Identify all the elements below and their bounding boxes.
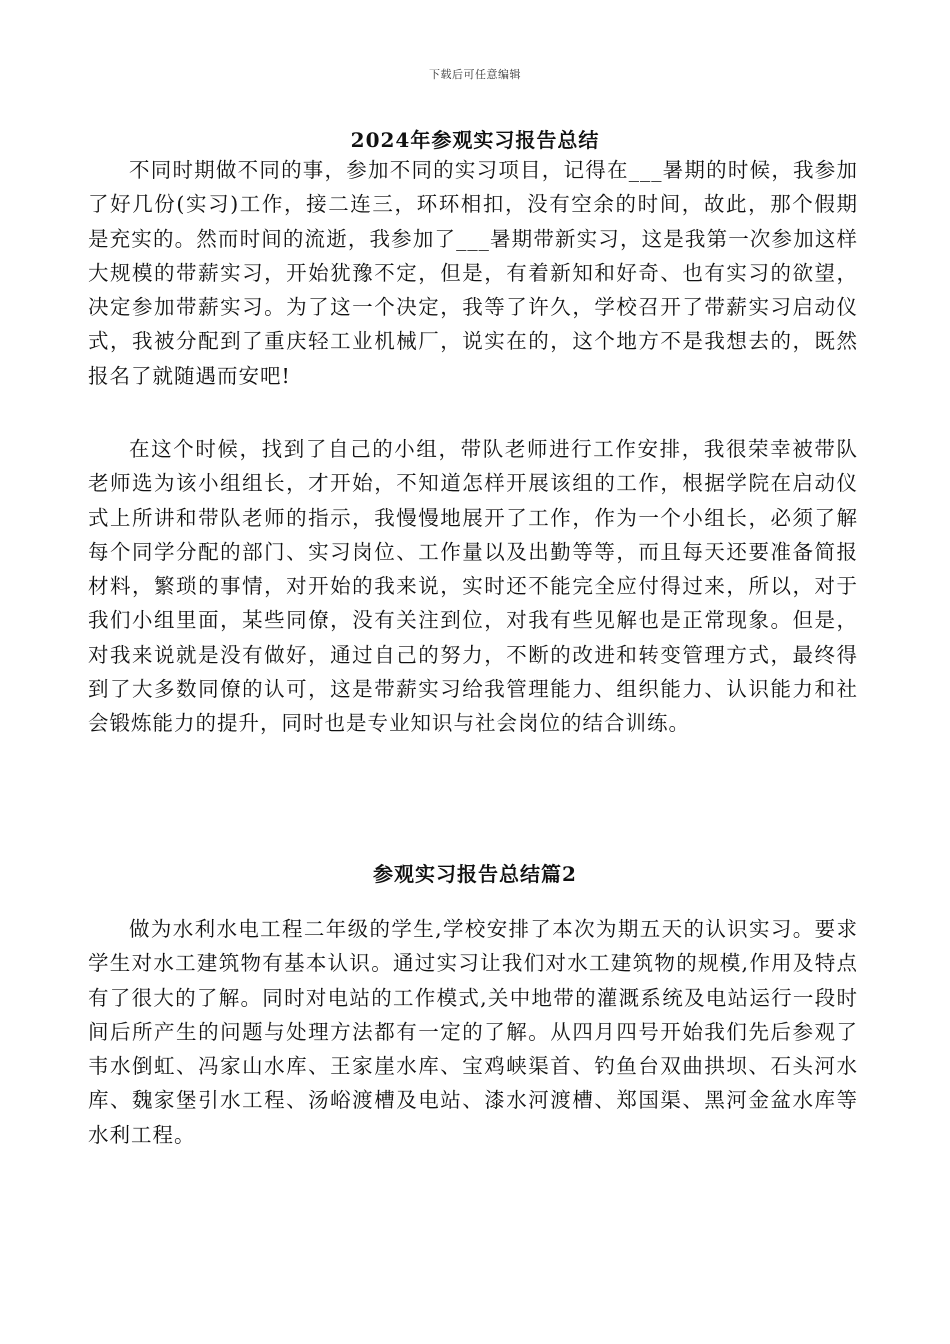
section-paragraph: 做为水利水电工程二年级的学生,学校安排了本次为期五天的认识实习。要求学生对水工建筑物有基本认识。通过实习让我们对水工建筑物的规模,作用及特点有了很大的了解。同时对电站的工作模式,关中地带的灌溉系统及电站运行一段时间后所产生的问题与处理方法都有一定的了解。从四月四号开始我们先后参观了韦水倒虹、冯家山水库、王家崖水库、宝鸡峡渠首、钓鱼台双曲拱坝、石头河水库、魏家堡引水工程、汤峪渡槽及电站、漆水河渡槽、郑国渠、黑河金盆水库等水利工程。 <box>88 917 858 1147</box>
body-paragraph-2: 在这个时候，找到了自己的小组，带队老师进行工作安排，我很荣幸被带队老师选为该小组组长，才开始，不知道怎样开展该组的工作，根据学院在启动仪式上所讲和带队老师的指示，我慢慢地展开了工作，作为一个小组长，必须了解每个同学分配的部门、实习岗位、工作量以及出勤等等，而且每天还要准备简报材料，繁琐的事情，对开始的我来说，实时还不能完全应付得过来，所以，对于我们小组里面，某些同僚，没有关注到位，对我有些见解也是正常现象。但是，对我来说就是没有做好，通过自己的努力，不断的改进和转变管理方式，最终得到了大多数同僚的认可，这是带薪实习给我管理能力、组织能力、认识能力和社会锻炼能力的提升，同时也是专业知识与社会岗位的结合训练。 <box>88 437 858 736</box>
document-title: 2024年参观实习报告总结 <box>350 128 600 152</box>
body-paragraph-1: 不同时期做不同的事，参加不同的实习项目，记得在___暑期的时候，我参加了好几份(实习)工作，接二连三，环环相扣，没有空余的时间，故此，那个假期是充实的。然而时间的流逝，我参加了___暑期带新实习，这是我第一次参加这样大规模的带薪实习，开始犹豫不定，但是，有着新知和好奇、也有实习的欲望，决定参加带薪实习。为了这一个决定，我等了许久，学校召开了带薪实习启动仪式，我被分配到了重庆轻工业机械厂，说实在的，这个地方不是我想去的，既然报名了就随遇而安吧! <box>88 158 858 388</box>
header-note: 下载后可任意编辑 <box>429 68 521 81</box>
section-title: 参观实习报告总结篇2 <box>373 862 577 886</box>
